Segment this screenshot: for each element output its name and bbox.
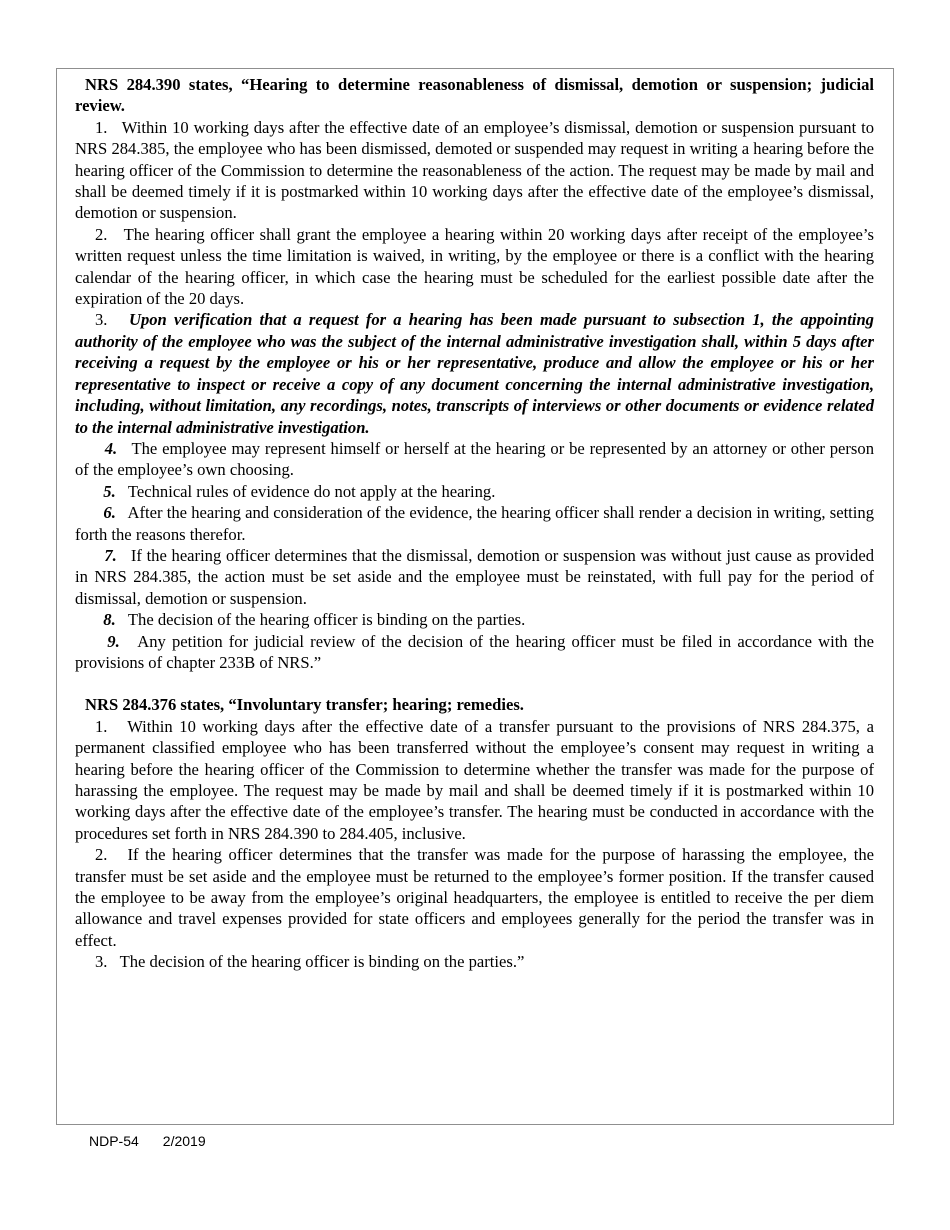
section1-item-6: 6. After the hearing and consideration of the evidence, the hearing officer shall render a decision in writing, setting forth the reasons therefor. bbox=[75, 503, 874, 544]
section-spacer bbox=[75, 673, 874, 694]
form-id: NDP-54 bbox=[89, 1133, 139, 1149]
document-body bbox=[75, 74, 874, 973]
section1-item-8: 8. The decision of the hearing officer is binding on the parties. bbox=[103, 610, 526, 630]
section2-item-3: 3. The decision of the hearing officer is binding on the parties.” bbox=[95, 952, 525, 972]
section1-item-2: 2. The hearing officer shall grant the employee a hearing within 20 working days after receipt of the employee’s written request unless the time limitation is waived, in writing, by the employee or there is a conflict with the hearing calendar of the hearing officer, in which case the hearing must be scheduled for the earliest possible date after the expiration of the 20 days. bbox=[75, 224, 874, 309]
section2-heading: NRS 284.376 states, “Involuntary transfer; hearing; remedies. bbox=[85, 695, 524, 715]
section1-item-1: 1. Within 10 working days after the effective date of an employee’s dismissal, demotion or suspension pursuant to NRS 284.385, the employee who has been dismissed, demoted or suspended may request in writing a hearing before the hearing officer of the Commission to determine the reasonableness of the action. The request may be made by mail and shall be deemed timely if it is postmarked within 10 working days after the effective date of the employee’s dismissal, demotion or suspension. bbox=[75, 117, 874, 223]
section1-heading: NRS 284.390 states, “Hearing to determine reasonableness of dismissal, demotion or suspension; judicial review. bbox=[75, 75, 874, 116]
section2-item-2: 2. If the hearing officer determines that the transfer was made for the purpose of harassing the employee, the transfer must be set aside and the employee must be returned to the employee’s former position. If the transfer caused the employee to be away from the employee’s original headquarters, the employee is entitled to receive the per diem allowance and travel expenses provided for state officers and employees generally for the period the transfer was in effect. bbox=[75, 845, 874, 950]
section1-item-3: 3. Upon verification that a request for a hearing has been made pursuant to subsection 1, the appointing authority of the employee who was the subject of the internal administrative investigation shall, within 5 days after receiving a request by the employee or his or her representative, produce and allow the employee or his or her representative to inspect or receive a copy of any document concerning the internal administrative investigation, including, without limitation, any recordings, notes, transcripts of interviews or other documents or evidence related to the internal administrative investigation. bbox=[75, 310, 874, 437]
section2-item-1: 1. Within 10 working days after the effective date of a transfer pursuant to the provisions of NRS 284.375, a permanent classified employee who has been transferred without the employee’s consent may request in writing a hearing before the hearing officer of the Commission to determine whether the transfer was made for the purpose of harassing the employee. The request may be made by mail and shall be deemed timely if it is postmarked within 10 working days after the effective date of the employee’s transfer. The hearing must be conducted in accordance with the procedures set forth in NRS 284.390 to 284.405, inclusive. bbox=[75, 716, 874, 843]
section1-item-4: 4. The employee may represent himself or herself at the hearing or be represented by an attorney or other person of the employee’s own choosing. bbox=[75, 438, 874, 480]
section1-item-7: 7. If the hearing officer determines that the dismissal, demotion or suspension was without just cause as provided in NRS 284.385, the action must be set aside and the employee must be reinstated, with full pay for the period of dismissal, demotion or suspension. bbox=[75, 545, 874, 608]
section1-item-9: 9. Any petition for judicial review of the decision of the hearing officer must be filed in accordance with the provisions of chapter 233B of NRS.” bbox=[75, 631, 875, 672]
form-date: 2/2019 bbox=[162, 1133, 206, 1149]
section1-item-5: 5. Technical rules of evidence do not apply at the hearing. bbox=[103, 481, 496, 501]
page-footer bbox=[89, 1133, 230, 1149]
